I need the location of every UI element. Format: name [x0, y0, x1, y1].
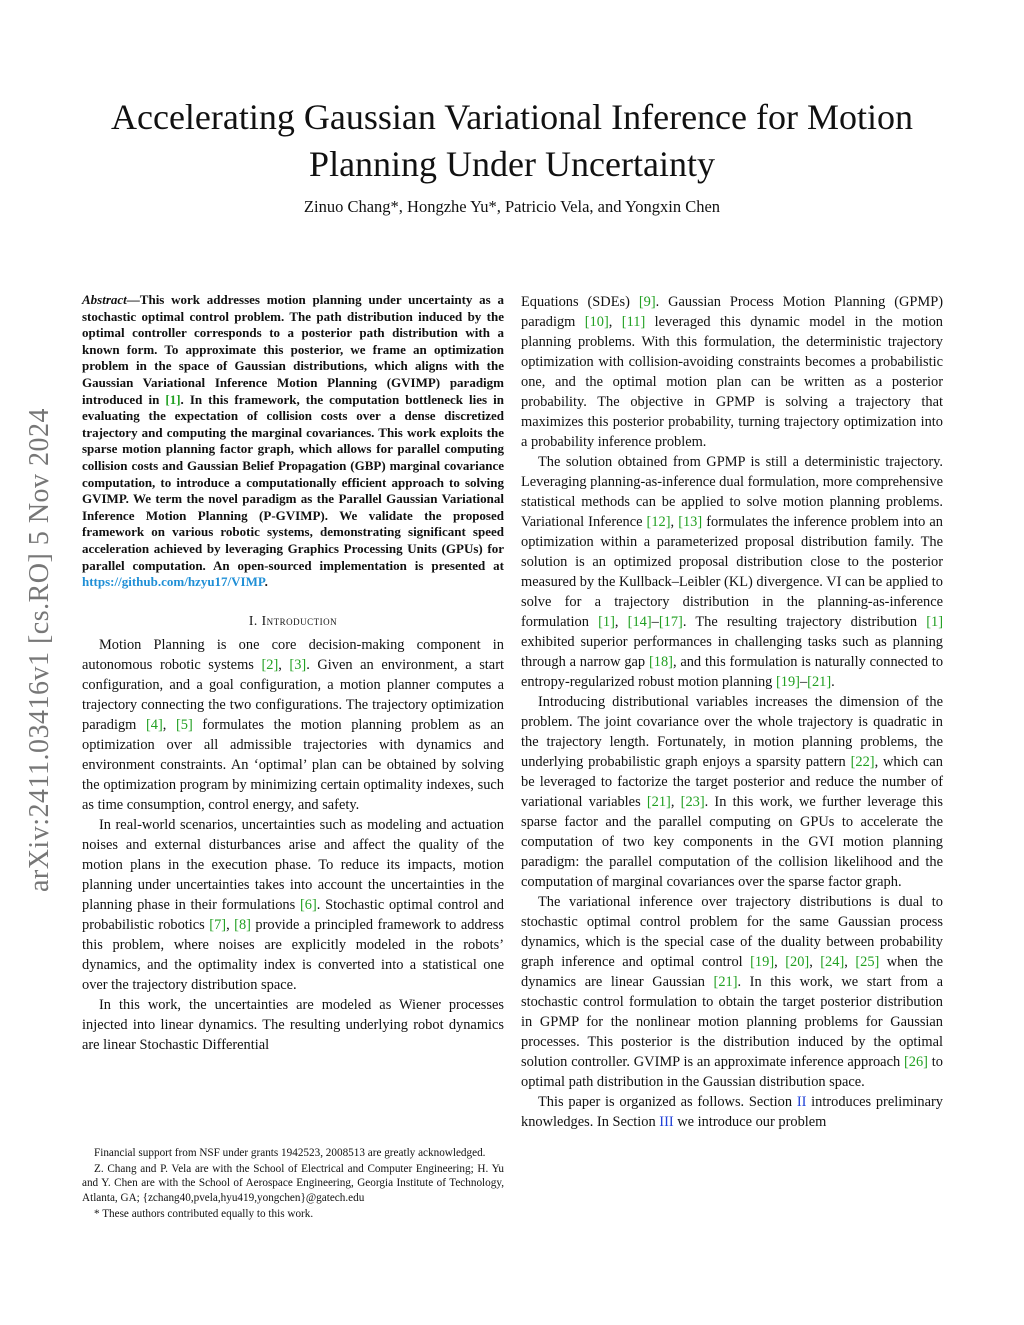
author-list: Zinuo Chang*, Hongzhe Yu*, Patricio Vela, and Yongxin Chen [303, 197, 721, 216]
citation-link[interactable]: [8] [234, 916, 251, 933]
citation-link[interactable]: [19] [750, 954, 775, 970]
abstract [82, 292, 504, 591]
abstract-end: . [264, 574, 268, 590]
citation-link[interactable]: [20] [785, 954, 810, 970]
text: The solution obtained from GPMP is still a deterministic trajectory. Leveraging planning-as-inference dual formulation, more comprehensive statistical methods can be applied to solve motion planning problems. Variational Inference [521, 454, 943, 530]
text: – [651, 614, 659, 630]
text: , [670, 794, 681, 810]
citation-link[interactable]: [1] [598, 614, 615, 630]
citation-link[interactable]: [21] [646, 794, 671, 810]
left-column [82, 292, 504, 1055]
citation-link[interactable]: [12] [646, 514, 671, 530]
text: , and this formulation is naturally connected to entropy-regularized robust motion planning [521, 654, 944, 690]
abstract-text: —This work addresses motion planning under uncertainty as a stochastic optimal control problem. The path distribution induced by the optimal controller corresponds to a posterior path distribution with a known form. To approximate this posterior, we frame an optimization problem in the space of Gaussian distributions, which aligns with the Gaussian Variational Inference Motion Planning (GVIMP) paradigm introduced in [82, 292, 504, 407]
abstract-text: . In this framework, the computation bottleneck lies in evaluating the expectation of collision costs over a dense discretized trajectory and computing the marginal covariances. This work exploits the sparse motion planning factor graph, which allows for parallel computing collision costs and Gaussian Belief Propagation (GBP) marginal covariance computation, to introduce a computationally efficient approach to solving GVIMP. We term the novel paradigm as the Parallel Gaussian Variational Inference Motion Planning (P-GVIMP). We validate the proposed framework on various robotic systems, demonstrating significant speed acceleration achieved by leveraging Graphics Processing Units (GPUs) for parallel computation. An open-sourced implementation is presented at [82, 391, 504, 573]
text: exhibited superior performances in challenging tasks such as planning through a narrow gap [521, 634, 943, 670]
footnote-affiliations: Z. Chang and P. Vela are with the School of Electrical and Computer Engineering; H. Yu and Y. Chen are with the School of Aerospace Engineering, Georgia Institute of Technology, Atlanta, GA; {zchang40,pvela,hyu419,yongchen}@gatech.edu [82, 1163, 504, 1204]
right-column [521, 292, 943, 1132]
citation-link[interactable]: [1] [926, 614, 943, 630]
text: , [226, 916, 235, 933]
citation-link[interactable]: [21] [713, 974, 738, 990]
text: formulates the motion planning problem as an optimization over all admissible trajectories with dynamics and environment constraints. An ‘optimal’ plan can be obtained by solving the optimization program by minimizing certain optimality indexes, such as time consumption, control energy, and safety. [82, 716, 504, 813]
citation-link[interactable]: [25] [855, 954, 880, 970]
abstract-label: Abstract [82, 292, 127, 307]
citation-link[interactable]: [23] [680, 794, 705, 810]
right-paragraph-4 [521, 892, 943, 1092]
citation-link[interactable]: [21] [807, 674, 832, 690]
citation-link[interactable]: [19] [775, 674, 800, 690]
text: This paper is organized as follows. Section [538, 1094, 797, 1110]
text: , [614, 614, 628, 630]
citation-link[interactable]: [14] [627, 614, 652, 630]
citation-link[interactable]: [4] [145, 716, 163, 733]
intro-paragraph-3: In this work, the uncertainties are modeled as Wiener processes injected into linear dynamics. The resulting underlying robot dynamics are linear Stochastic Differential [82, 996, 504, 1053]
text: formulates the inference problem into an optimization within a parameterized proposal distribution family. The solution is an optimized proposal distribution close to the posterior measured by the Kullback–Leibler (KL) divergence. VI can be applied to solve for a trajectory distribution in the planning-as-inference formulation [521, 514, 944, 630]
github-link[interactable]: https://github.com/hzyu17/VIMP [82, 574, 265, 590]
text: . In this work, we further leverage this sparse factor and the parallel computing on GPUs to accelerate the computation of two key components in the GVI motion planning paradigm: the parallel computation of the collision likelihood and the computation of marginal covariances over the sparse factor graph. [521, 794, 943, 890]
citation-link[interactable]: [17] [658, 614, 683, 630]
text: Introducing distributional variables increases the dimension of the problem. The joint covariance over the whole trajectory is quadratic in the trajectory length. Fortunately, in motion planning problems, the underlying probabilistic graph enjoys a sparsity pattern [521, 694, 943, 770]
text: , which can be leveraged to factorize the target posterior and reduce the number of variational variables [521, 754, 943, 810]
right-paragraph-2 [521, 452, 943, 692]
text: . The resulting trajectory distribution [682, 614, 927, 630]
citation-link[interactable]: [7] [209, 916, 227, 933]
text: . Gaussian Process Motion Planning (GPMP) paradigm [521, 294, 943, 330]
arxiv-stamp-text: arXiv:2411.03416v1 [cs.RO] 5 Nov 2024 [24, 407, 55, 893]
text: Motion Planning is one core decision-making component in autonomous robotic systems [82, 636, 504, 673]
right-paragraph-1 [521, 292, 943, 452]
text: , [608, 314, 622, 330]
text: , [844, 954, 856, 970]
text: introduces preliminary knowledges. In Section [521, 1094, 943, 1130]
citation-link[interactable]: [18] [648, 654, 673, 670]
intro-paragraph-1 [82, 635, 504, 815]
text: , [670, 514, 679, 530]
right-paragraph-3 [521, 692, 943, 892]
citation-link[interactable]: [11] [621, 314, 646, 330]
intro-paragraph-2 [82, 815, 504, 995]
citation-link[interactable]: [24] [820, 954, 845, 970]
text: , [278, 656, 290, 673]
section-heading-introduction: I. Introduction [248, 612, 338, 628]
citation-link[interactable]: [10] [584, 314, 609, 330]
citation-link[interactable]: [9] [638, 294, 656, 310]
text: leveraged this dynamic model in the motion planning problems. With this formulation, the deterministic trajectory optimization with collision-avoiding constraints becomes a probabilistic one, and the optimal motion plan can be written as a posterior probability. The objective in GPMP is solving a trajectory that maximizes this posterior probability, turning trajectory optimization into a probability inference problem. [521, 314, 943, 450]
citation-link[interactable]: [6] [299, 896, 317, 913]
citation-link[interactable]: [22] [850, 754, 875, 770]
text: , [774, 954, 786, 970]
right-paragraph-5 [521, 1092, 943, 1132]
text: . Stochastic optimal control and probabilistic robotics [82, 896, 504, 933]
citation-link[interactable]: [5] [176, 716, 193, 733]
citation-link[interactable]: [3] [289, 656, 307, 673]
text: . [831, 674, 835, 690]
text: . In this work, we start from a stochastic control formulation to obtain the target posterior distribution in GPMP for the nonlinear motion planning problems for Gaussian processes. This posterior is the distribution induced by the optimal solution controller. GVIMP is an approximate inference approach [521, 974, 943, 1070]
section-reference-link[interactable]: II [796, 1094, 807, 1110]
text: Equations (SDEs) [521, 294, 639, 310]
footnote-equal-contribution: * These authors contributed equally to this work. [94, 1207, 314, 1220]
footnotes [82, 1146, 504, 1223]
citation-link[interactable]: [1] [165, 391, 181, 407]
citation-link[interactable]: [2] [261, 656, 279, 673]
text: when the dynamics are linear Gaussian [521, 954, 943, 990]
footnote-funding: Financial support from NSF under grants 1942523, 2008513 are greatly acknowledged. [94, 1147, 486, 1159]
arxiv-identifier-stamp [18, 340, 62, 960]
text: In real-world scenarios, uncertainties such as modeling and actuation noises and external disturbances arise and affect the quality of the motion plans in the execution phase. To reduce its impacts, motion planning under uncertainties takes into account the uncertainties in the planning phase in their formulations [82, 816, 504, 913]
text: , [162, 716, 176, 733]
text: provide a principled framework to address this problem, where noises are explicitly modeled in the robots’ dynamics, and the optimality index is converted into a statistical one over the trajectory distribution space. [82, 916, 505, 993]
paper-title: Accelerating Gaussian Variational Inference for Motion Planning Under Uncertainty [110, 97, 914, 184]
text: The variational inference over trajectory distributions is dual to stochastic optimal control problem for the same Gaussian process dynamics, which is the special case of the duality between probability graph inference and optimal control [521, 894, 943, 970]
section-reference-link[interactable]: III [659, 1114, 674, 1130]
citation-link[interactable]: [13] [678, 514, 703, 530]
citation-link[interactable]: [26] [903, 1054, 928, 1070]
text: , [809, 954, 821, 970]
text: – [799, 674, 808, 690]
text: . Given an environment, a start configuration, and a goal configuration, a motion planner computes a trajectory connecting the two configurations. The trajectory optimization paradigm [82, 656, 504, 733]
text: we introduce our problem [673, 1114, 827, 1130]
text: to optimal path distribution in the Gaussian distribution space. [521, 1054, 943, 1090]
